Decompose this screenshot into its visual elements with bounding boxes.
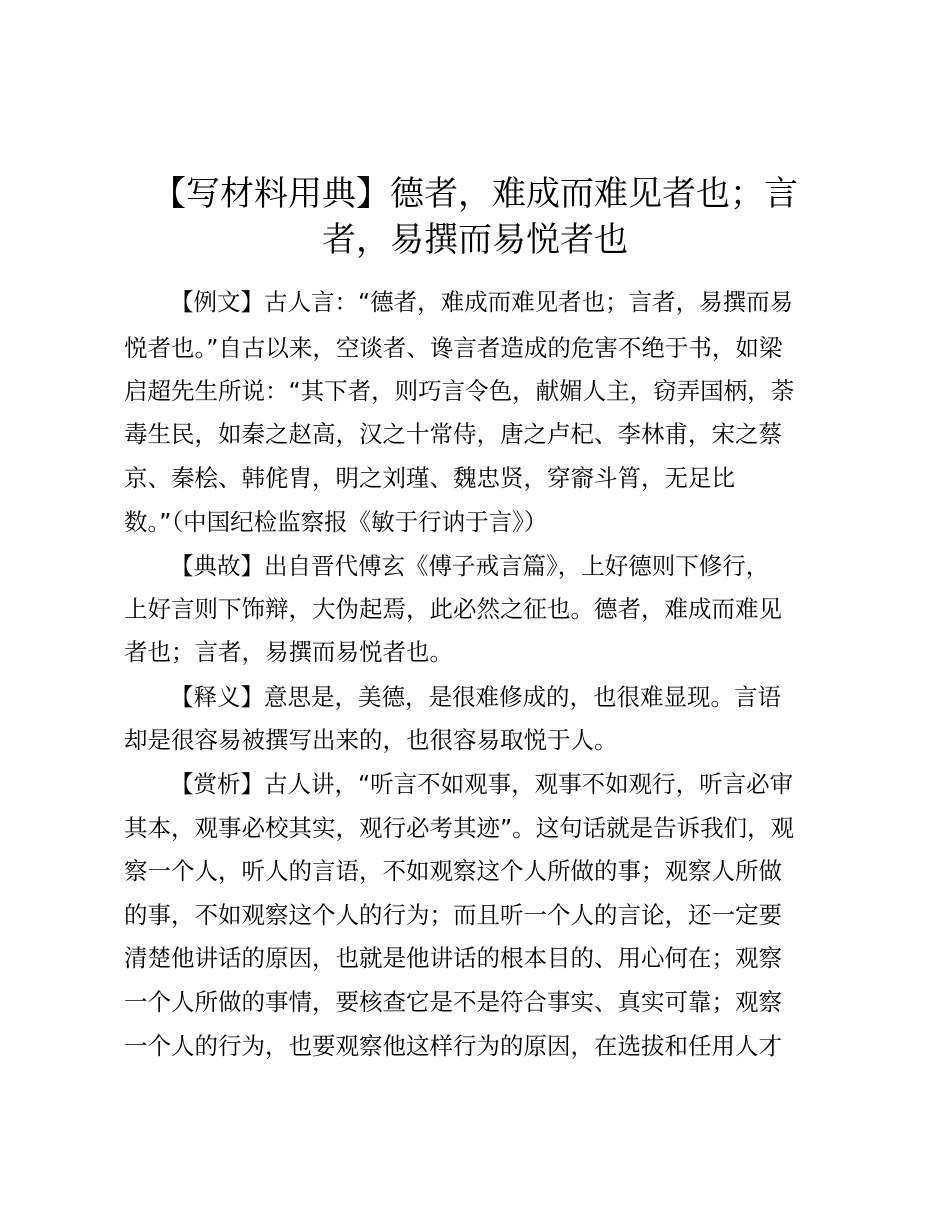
document-title-line-1: 【写材料用典】德者，难成而难见者也；言 (152, 174, 798, 214)
paragraph-allusion-line-3: 者也；言者，易撰而易悦者也。 (124, 638, 453, 666)
paragraph-meaning-line-2: 却是很容易被撰写出来的，也很容易取悦于人。 (124, 726, 618, 754)
paragraph-allusion-line-2: 上好言则下饰辩，大伪起焉，此必然之征也。德者，难成而难见 (124, 595, 782, 623)
paragraph-analysis-line-4: 的事，不如观察这个人的行为；而且听一个人的言论，还一定要 (124, 901, 782, 929)
paragraph-allusion-line-1: 【典故】出自晋代傅玄《傅子戒言篇》，上好德则下修行， (170, 552, 770, 580)
paragraph-analysis-line-3: 察一个人，听人的言语，不如观察这个人所做的事；观察人所做 (124, 857, 782, 885)
paragraph-example-line-6: 数。”（中国纪检监察报《敏于行讷于言》） (124, 508, 548, 536)
paragraph-example-line-2: 悦者也。”自古以来，空谈者、谗言者造成的危害不绝于书，如梁 (124, 334, 783, 362)
paragraph-analysis-line-7: 一个人的行为，也要观察他这样行为的原因，在选拔和任用人才 (124, 1032, 782, 1060)
paragraph-analysis-line-6: 一个人所做的事情，要核查它是不是符合事实、真实可靠；观察 (124, 988, 782, 1016)
paragraph-example-line-4: 毒生民，如秦之赵高，汉之十常侍，唐之卢杞、李林甫，宋之蔡 (124, 420, 782, 448)
paragraph-analysis-line-2: 其本，观事必校其实，观行必考其迹”。这句话就是告诉我们，观 (124, 814, 795, 842)
paragraph-example-line-3: 启超先生所说：“其下者，则巧言令色，献媚人主，窃弄国柄，荼 (124, 377, 795, 405)
paragraph-meaning-line-1: 【释义】意思是，美德，是很难修成的，也很难显现。言语 (170, 683, 781, 711)
paragraph-example-line-5: 京、秦桧、韩侂胄，明之刘瑾、魏忠贤，穿窬斗筲，无足比 (124, 464, 735, 492)
document-title-line-2: 者，易撰而易悦者也 (322, 220, 628, 260)
paragraph-example-line-1: 【例文】古人言：“德者，难成而难见者也；言者，易撰而易 (170, 288, 794, 316)
paragraph-analysis-line-5: 清楚他讲话的原因，也就是他讲话的根本目的、用心何在；观察 (124, 944, 782, 972)
paragraph-analysis-line-1: 【赏析】古人讲，“听言不如观事，观事不如观行，听言必审 (170, 770, 794, 798)
